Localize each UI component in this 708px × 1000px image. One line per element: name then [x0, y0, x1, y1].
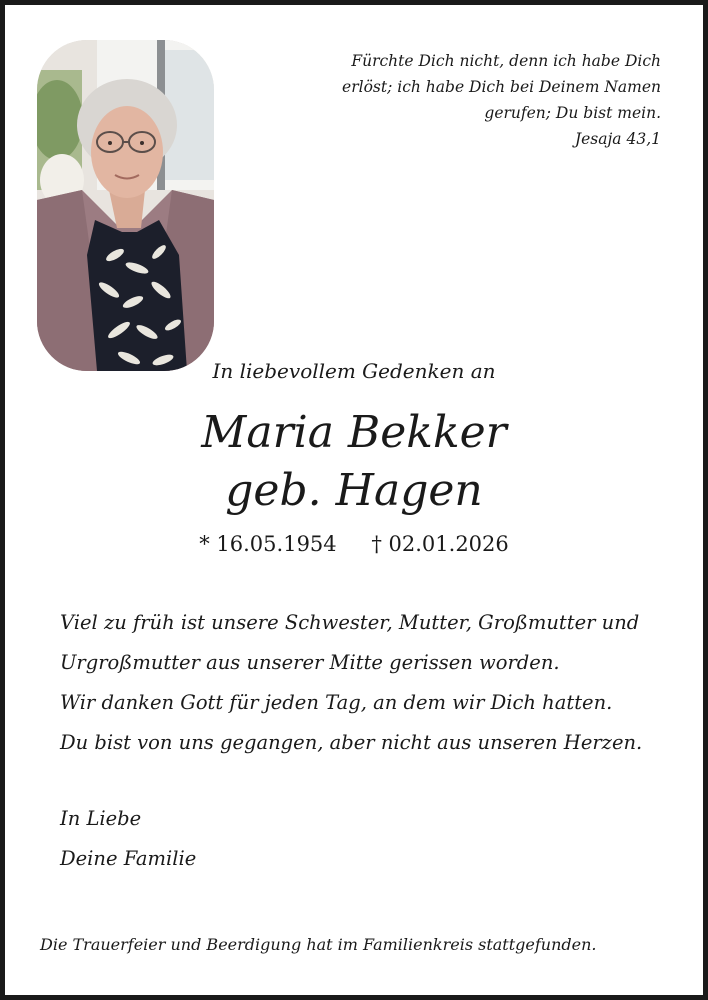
closing-signature	[60, 799, 196, 879]
life-dates	[0, 532, 708, 556]
signature-family: Deine Familie	[60, 847, 197, 870]
death-date: † 02.01.2026	[371, 532, 509, 556]
memorial-intro: In liebevollem Gedenken an	[212, 359, 496, 383]
deceased-name: Maria Bekker	[201, 407, 507, 458]
message-line: Du bist von uns gegangen, aber nicht aus unseren Herzen.	[60, 731, 643, 754]
verse-reference: Jesaja 43,1	[574, 130, 661, 148]
deceased-name-block	[0, 404, 708, 520]
message-line: Viel zu früh ist unsere Schwester, Mutter, Großmutter und	[60, 611, 640, 634]
birth-date: * 16.05.1954	[199, 532, 337, 556]
bible-verse	[301, 48, 661, 152]
message-line: Wir danken Gott für jeden Tag, an dem wir Dich hatten.	[60, 691, 613, 714]
maiden-name: geb. Hagen	[225, 465, 483, 516]
portrait-photo	[37, 40, 214, 371]
closing-line: In Liebe	[60, 807, 142, 830]
verse-line: gerufen; Du bist mein.	[484, 104, 661, 122]
verse-line: erlöst; ich habe Dich bei Deinem Namen	[342, 78, 661, 96]
mourning-message	[60, 603, 680, 763]
verse-line: Fürchte Dich nicht, denn ich habe Dich	[351, 52, 661, 70]
message-line: Urgroßmutter aus unserer Mitte gerissen worden.	[60, 651, 560, 674]
funeral-note: Die Trauerfeier und Beerdigung hat im Familienkreis stattgefunden.	[40, 935, 597, 954]
